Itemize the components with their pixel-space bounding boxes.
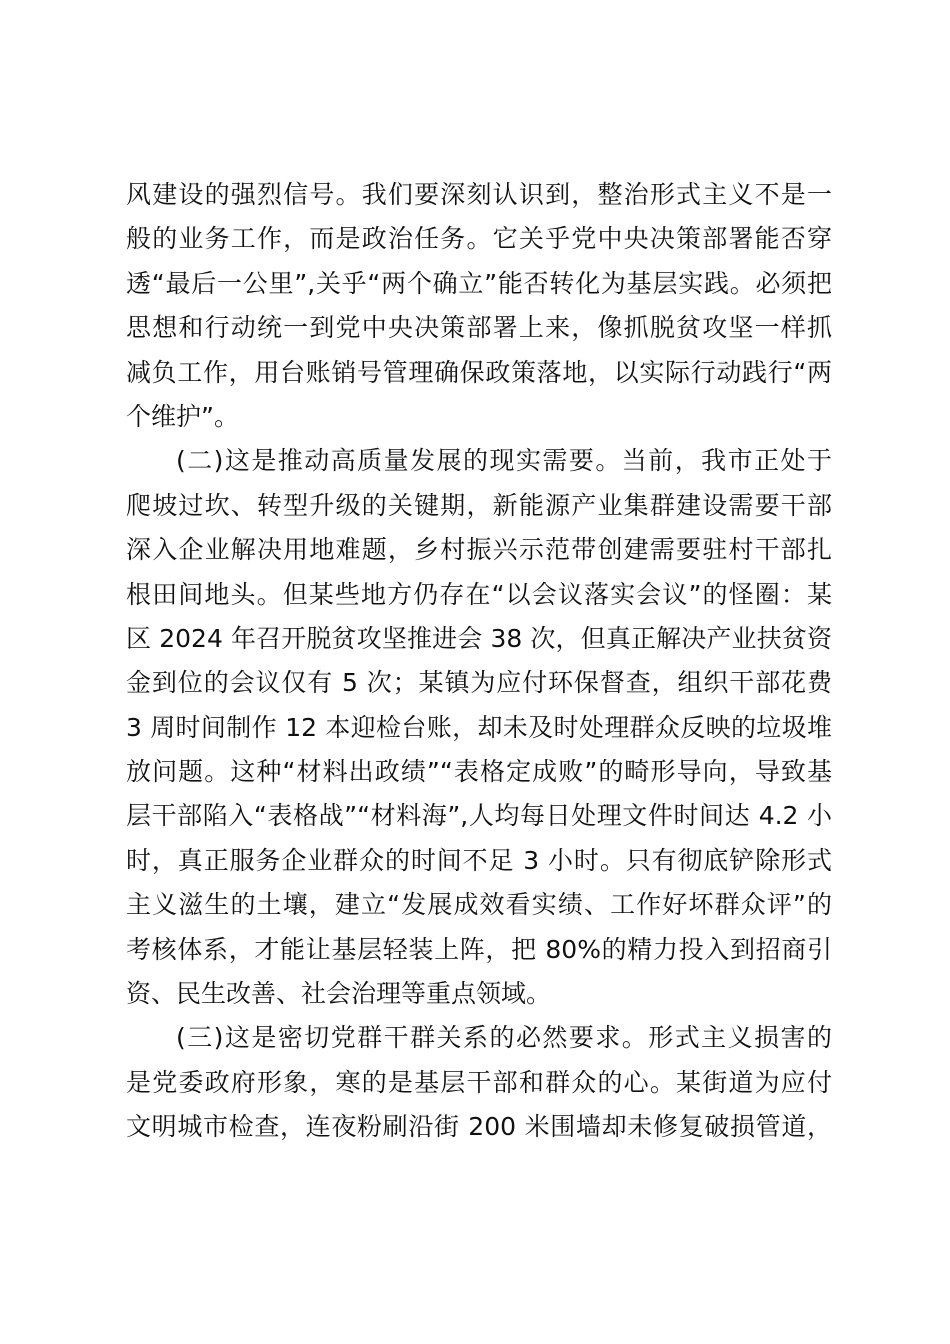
text-line: 时，真正服务企业群众的时间不足 3 小时。只有彻底铲除形式	[126, 845, 832, 875]
text-line: (二)这是推动高质量发展的现实需要。当前，我市正处于	[176, 446, 832, 476]
text-line: 减负工作，用台账销号管理确保政策落地，以实际行动践行“两	[126, 357, 832, 387]
paragraph-3	[126, 1016, 832, 1149]
paragraph-2	[126, 439, 832, 1016]
text-line: 层干部陷入“表格战”“材料海”,人均每日处理文件时间达 4.2 小	[126, 801, 832, 831]
text-line: 思想和行动统一到党中央决策部署上来，像抓脱贫攻坚一样抓	[126, 313, 832, 343]
text-line: 透“最后一公里”,关乎“两个确立”能否转化为基层实践。必须把	[126, 268, 832, 298]
text-line: 文明城市检查，连夜粉刷沿街 200 米围墙却未修复破损管道，	[126, 1112, 832, 1142]
text-line: 金到位的会议仅有 5 次；某镇为应付环保督查，组织干部花费	[126, 668, 832, 698]
text-line: 考核体系，才能让基层轻装上阵，把 80%的精力投入到招商引	[126, 934, 832, 964]
paragraph-1	[126, 173, 832, 439]
text-line: 个维护”。	[126, 401, 239, 431]
text-line: 风建设的强烈信号。我们要深刻认识到，整治形式主义不是一	[126, 180, 832, 209]
text-line: 般的业务工作，而是政治任务。它关乎党中央决策部署能否穿	[126, 224, 832, 254]
text-line: 区 2024 年召开脱贫攻坚推进会 38 次，但真正解决产业扶贫资	[126, 623, 832, 653]
text-line: 资、民生改善、社会治理等重点领域。	[126, 979, 552, 1009]
text-line: (三)这是密切党群干群关系的必然要求。形式主义损害的	[176, 1023, 832, 1053]
text-line: 爬坡过坎、转型升级的关键期，新能源产业集群建设需要干部	[126, 490, 832, 520]
text-line: 根田间地头。但某些地方仍存在“以会议落实会议”的怪圈：某	[126, 579, 832, 609]
text-line: 放问题。这种“材料出政绩”“表格定成败”的畸形导向，导致基	[126, 757, 832, 787]
text-line: 深入企业解决用地难题，乡村振兴示范带创建需要驻村干部扎	[126, 535, 832, 565]
text-line: 3 周时间制作 12 本迎检台账，却未及时处理群众反映的垃圾堆	[126, 712, 832, 742]
document-body	[126, 173, 832, 1150]
text-line: 是党委政府形象，寒的是基层干部和群众的心。某街道为应付	[126, 1067, 832, 1097]
text-line: 主义滋生的土壤，建立“发展成效看实绩、工作好坏群众评”的	[126, 890, 832, 920]
